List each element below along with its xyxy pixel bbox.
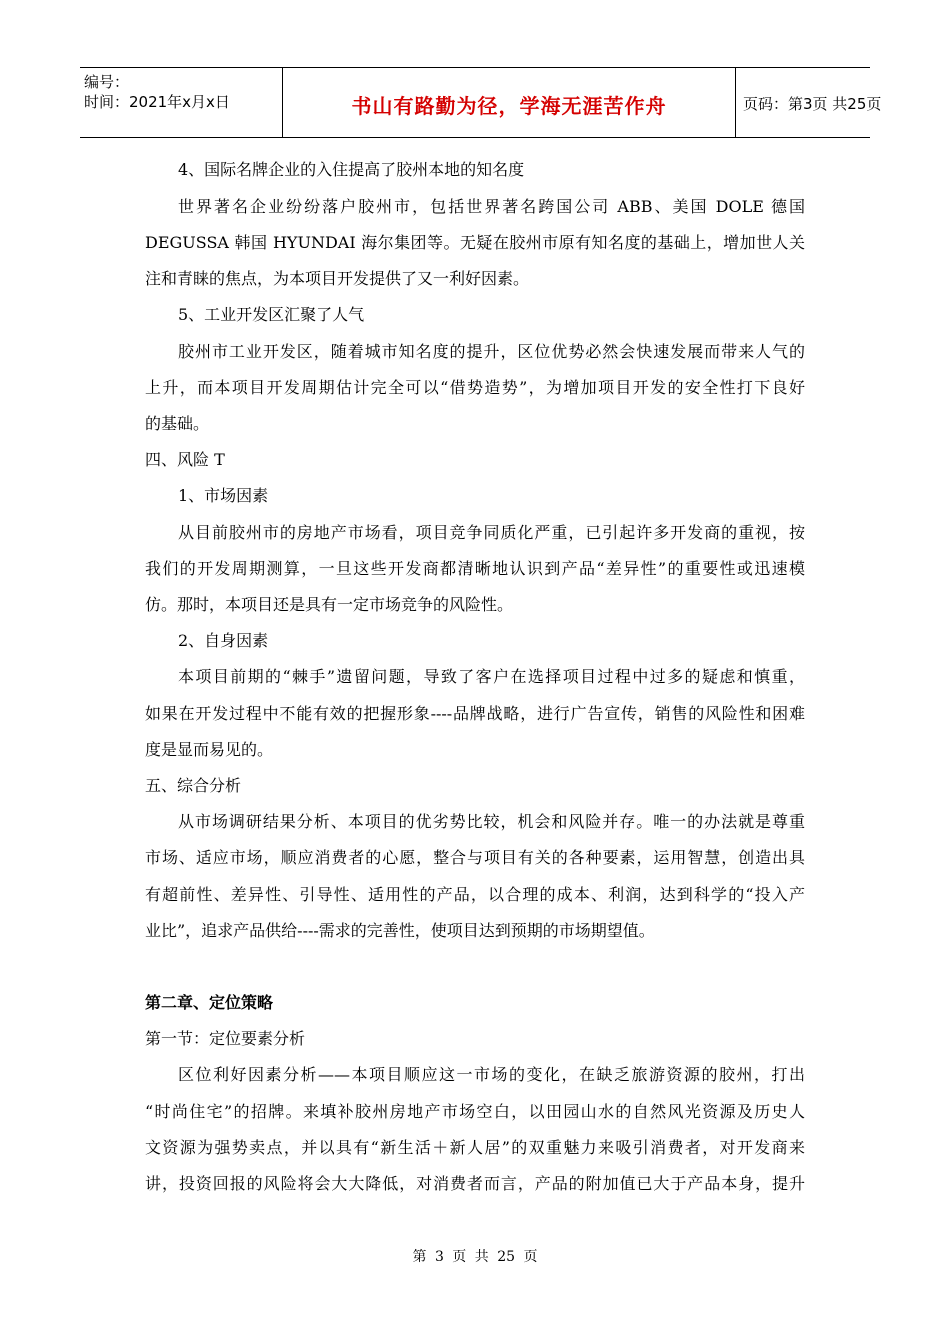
paragraph-line: 的基础。: [145, 414, 210, 433]
paragraph-line: 区位利好因素分析——本项目顺应这一市场的变化，在缺乏旅游资源的胶州，打出: [178, 1065, 805, 1084]
heading-risk: 四、风险 T: [145, 450, 225, 469]
heading-internal-factors: 2、自身因素: [178, 631, 269, 650]
paragraph-line: 有超前性、差异性、引导性、适用性的产品，以合理的成本、利润，达到科学的“投入产: [145, 885, 805, 904]
paragraph-line: 我们的开发周期测算，一旦这些开发商都清晰地认识到产品“差异性”的重要性或迅速模: [145, 559, 805, 578]
page-label: 页码：第3页 共25页: [743, 95, 882, 113]
chapter-title: 第二章、定位策略: [145, 993, 274, 1012]
paragraph-line: 上升，而本项目开发周期估计完全可以“借势造势”，为增加项目开发的安全性打下良好: [145, 378, 805, 397]
time-label: 时间：2021年x月x日: [84, 93, 230, 111]
paragraph-line: 度是显而易见的。: [145, 740, 274, 759]
paragraph-line: 市场、适应市场，顺应消费者的心愿，整合与项目有关的各种要素，运用智慧，创造出具: [145, 848, 805, 867]
paragraph-line: 本项目前期的“棘手”遗留问题，导致了客户在选择项目过程中过多的疑虑和慎重，: [178, 667, 805, 686]
page-footer: 第 3 页 共 25 页: [412, 1249, 538, 1265]
section-title: 第一节：定位要素分析: [145, 1029, 306, 1048]
paragraph-line: 世界著名企业纷纷落户胶州市，包括世界著名跨国公司 ABB、美国 DOLE 德国: [178, 197, 805, 216]
heading-comprehensive-analysis: 五、综合分析: [145, 776, 242, 795]
paragraph-line: 业比”，追求产品供给----需求的完善性，使项目达到预期的市场期望值。: [145, 921, 655, 940]
paragraph-line: “时尚住宅”的招牌。来填补胶州房地产市场空白，以田园山水的自然风光资源及历史人: [145, 1102, 805, 1121]
motto-text: 书山有路勤为径，学海无涯苦作舟: [351, 94, 667, 118]
header-motto-cell: [282, 68, 736, 137]
paragraph-line: 如果在开发过程中不能有效的把握形象----品牌战略，进行广告宣传，销售的风险性和困难: [145, 704, 805, 723]
header-info-cell: [80, 68, 282, 137]
paragraph-line: 从市场调研结果分析、本项目的优劣势比较，机会和风险并存。唯一的办法就是尊重: [178, 812, 805, 831]
paragraph-line: 仿。那时，本项目还是具有一定市场竞争的风险性。: [145, 595, 514, 614]
paragraph-line: 胶州市工业开发区，随着城市知名度的提升，区位优势必然会快速发展而带来人气的: [178, 342, 805, 361]
header-page-cell: [735, 68, 882, 137]
paragraph-line: 文资源为强势卖点，并以具有“新生活＋新人居”的双重魅力来吸引消费者，对开发商来: [145, 1138, 805, 1157]
page-header: [80, 67, 882, 138]
paragraph-line: DEGUSSA 韩国 HYUNDAI 海尔集团等。无疑在胶州市原有知名度的基础上，增加世人关: [145, 233, 805, 252]
heading-brand-enterprises: 4、国际名牌企业的入住提高了胶州本地的知名度: [178, 160, 525, 179]
heading-industrial-zone: 5、工业开发区汇聚了人气: [178, 305, 365, 324]
heading-market-factors: 1、市场因素: [178, 486, 269, 505]
paragraph-line: 从目前胶州市的房地产市场看，项目竞争同质化严重，已引起许多开发商的重视，按: [178, 523, 805, 542]
number-label: 编号：: [84, 73, 130, 91]
paragraph-line: 讲，投资回报的风险将会大大降低，对消费者而言，产品的附加值已大于产品本身，提升: [145, 1174, 805, 1193]
paragraph-line: 注和青睐的焦点，为本项目开发提供了又一利好因素。: [145, 269, 530, 288]
